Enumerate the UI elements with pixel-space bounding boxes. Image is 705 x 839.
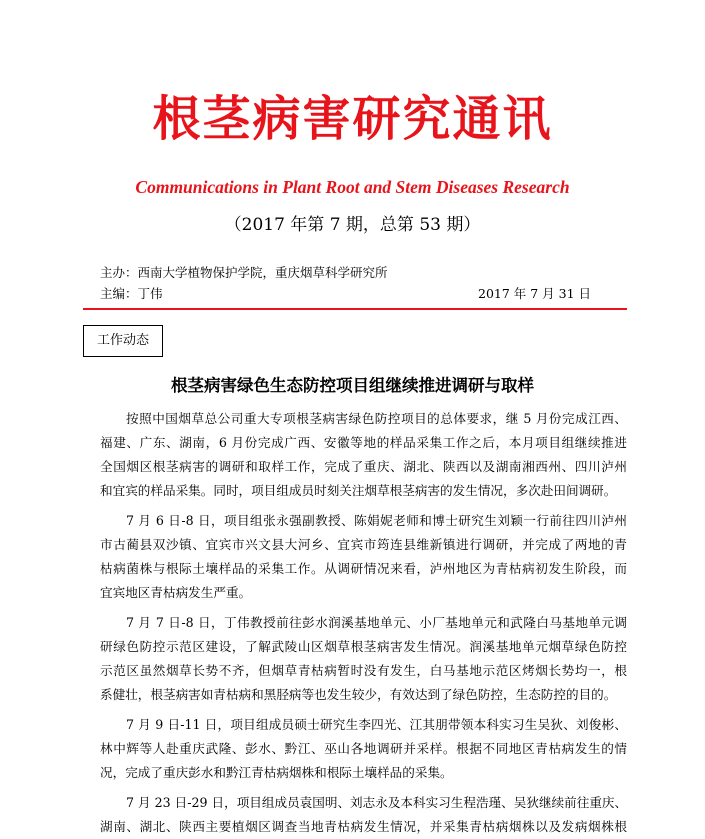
issue-number: （2017 年第 7 期，总第 53 期） (224, 215, 481, 235)
text-line: 湖南、湖北、陕西主要植烟区调查当地青枯病发生情况，并采集青枯病烟株以及发病烟株根 (100, 819, 627, 834)
text-line: 林中辉等人赴重庆武隆、彭水、黔江、巫山各地调研并采样。根据不同地区青枯病发生的情 (100, 741, 627, 756)
text-line: 市古蔺县双沙镇、宜宾市兴文县大河乡、宜宾市筠连县维新镇进行调研，并完成了两地的青 (100, 537, 627, 552)
text-line: 7 月 7 日-8 日，丁伟教授前往彭水润溪基地单元、小厂基地单元和武隆白马基地单元调 (126, 615, 627, 630)
text-line: 系健壮，根茎病害如青枯病和黑胫病等也发生较少，有效达到了绿色防控，生态防控的目的。 (100, 687, 617, 702)
text-line: 7 月 6 日-8 日，项目组张永强副教授、陈娟妮老师和博士研究生刘颖一行前往四川泸州 (126, 513, 627, 528)
article-title: 根茎病害绿色生态防控项目组继续推进调研与取样 (171, 376, 534, 395)
editor-line: 主编：丁伟 (100, 286, 163, 301)
section-label-box: 工作动态 (83, 325, 163, 357)
text-line: 况，完成了重庆彭水和黔江青枯病烟株和根际土壤样品的采集。 (100, 765, 453, 780)
text-line: 福建、广东、湖南，6 月份完成广西、安徽等地的样品采集工作之后，本月项目组继续推进 (100, 435, 627, 450)
header-divider (83, 308, 627, 310)
text-line: 按照中国烟草总公司重大专项根茎病害绿色防控项目的总体要求，继 5 月份完成江西、 (126, 411, 627, 426)
text-line: 7 月 23 日-29 日，项目组成员袁国明、刘志永及本科实习生程浩瑾、吴狄继续前往重庆、 (126, 795, 627, 810)
paragraph (100, 611, 627, 707)
text-line: 和宜宾的样品采集。同时，项目组成员时刻关注烟草根茎病害的发生情况，多次赴田间调研。 (100, 483, 617, 498)
masthead-title: 根茎病害研究通讯 (152, 91, 553, 147)
text-line: 宜宾地区青枯病发生严重。 (100, 585, 252, 600)
paragraph (100, 509, 627, 605)
text-line: 研绿色防控示范区建设，了解武陵山区烟草根茎病害发生情况。润溪基地单元烟草绿色防控 (100, 639, 627, 654)
text-line: 示范区虽然烟草长势不齐，但烟草青枯病暂时没有发生，白马基地示范区烤烟长势均一，根 (100, 663, 627, 678)
paragraph (100, 713, 627, 785)
paragraph (100, 407, 627, 503)
publish-date: 2017 年 7 月 31 日 (478, 286, 592, 301)
masthead-subtitle-english: Communications in Plant Root and Stem Diseases Research (135, 177, 570, 197)
text-line: 枯病菌株与根际土壤样品的采集工作。从调研情况来看，泸州地区为青枯病初发生阶段，而 (100, 561, 627, 576)
text-line: 全国烟区根茎病害的调研和取样工作，完成了重庆、湖北、陕西以及湖南湘西州、四川泸州 (100, 459, 627, 474)
sponsor-line: 主办：西南大学植物保护学院，重庆烟草科学研究所 (100, 265, 388, 280)
text-line: 7 月 9 日-11 日，项目组成员硕士研究生李四光、江其朋带领本科实习生吴狄、刘俊彬、 (126, 717, 627, 732)
paragraph (100, 791, 627, 839)
article-body (100, 407, 627, 839)
